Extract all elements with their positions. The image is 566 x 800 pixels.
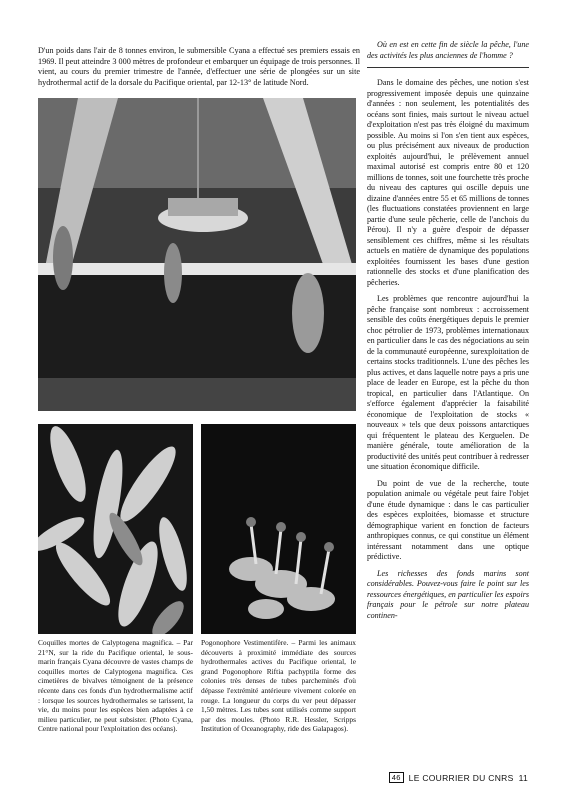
journal-name: LE COURRIER DU CNRS	[408, 772, 514, 783]
article-question: Les richesses des fonds marins sont considérables. Pouvez-vous faire le point sur les ressources énergétiques, en particulier les espoirs français pour le pétrole sur notre plateau continen-	[367, 568, 529, 620]
pogonophore-caption: Pogonophore Vestimentifère. – Parmi les animaux découverts à proximité immédiate des sources hydrothermales actives du Pacifique oriental, le grand Pogonophore Riftia pachyptila forme des colonies très denses de tubes parcheminés d'où dépasse l'extrémité antérieure vivement colorée en rouge. La longueur du corps du ver peut dépasser 1,50 mètres. Les tubes sont utilisés comme support par des moules. (Photo R.R. Hessler, Scripps Institution of Oceanography, ride des Galapagos).	[201, 638, 356, 734]
top-photo-caption: D'un poids dans l'air de 8 tonnes environ, le submersible Cyana a effectué ses premiers essais en 1969. Il peut atteindre 3 000 mètres de profondeur et embarquer un équipage de trois personnes. Il vient, au cours du premier trimestre de l'année, d'effectuer une série de plongées sur un site hydrothermal actif de la dorsale du Pacifique oriental, par 12-13° de latitude Nord.	[38, 46, 360, 87]
divider	[367, 67, 529, 68]
article-paragraph: Les problèmes que rencontre aujourd'hui la pêche française sont nombreux : accroissement sensible des coûts énergétiques depuis le premier choc pétrolier de 1973, problèmes internationaux en particulier dans le cas des négociations au sein de la communauté européenne, surexploitation de certains stocks traditionnels. L'une des pêches les plus actives, et dans laquelle notre pays a pris une place de leader en Europe, est la pêche du thon tropical, en particulier dans l'Atlantique. On s'efforce également d'apprécier la faisabilité économique de l'exploitation de stocks « nouveaux » tels que deux poissons antarctiques qui fréquentent le plateau des Kerguelen. De manière générale, toute amélioration de la productivité des unités peut contribuer à redresser une situation économique difficile.	[367, 294, 529, 471]
page-box: 46	[389, 772, 404, 783]
article-question: Où en est en cette fin de siècle la pêche, l'une des activités les plus anciennes de l'homme ?	[367, 40, 529, 60]
article-paragraph: Du point de vue de la recherche, toute population animale ou végétale peut faire l'objet d'une étude dynamique : dans le cas particulier des espèces exploitées, biomasse et structure démographique varient en fonction de facteurs anthropiques connus, ce qui constitue un élément intéressant notamment dans une optique prédictive.	[367, 478, 529, 561]
page-footer	[389, 772, 528, 783]
pogonophore-photo	[201, 424, 356, 634]
shells-caption: Coquilles mortes de Calyptogena magnifica. – Par 21°N, sur la ride du Pacifique oriental, le sous-marin français Cyana découvre de vastes champs de coquilles mortes de Calyptogena magnifica. Ces cimetières de bivalves témoignent de la présence récente dans ces fonds d'un hydrothermalisme actif : lorsque les sources hydrothermales se tarissent, la vie, du moins pour les espèces bien adaptées à ce milieu particulier, ne peut subsister. (Photo Cyana, Centre national pour l'exploitation des océans).	[38, 638, 193, 734]
page-number: 11	[518, 772, 528, 783]
article-column	[367, 40, 529, 627]
article-paragraph: Dans le domaine des pêches, une notion s'est progressivement imposée depuis une quinzaine d'années : non seulement, les potentialités des océans sont finies, mais surtout le niveau actuel d'exploitation n'est pas très éloigné du maximum possible. Au moins si l'on s'en tient aux espèces, ou plus précisément aux niveaux de production exploités aujourd'hui, le prélèvement annuel maximal autorisé est compris entre 80 et 120 millions de tonnes, soit une fourchette très proche du niveau des captures qui oscille depuis une dizaine d'années entre 55 et 65 millions de tonnes (les fluctuations constatées proviennent en large partie d'une seule pêcherie, celle de l'anchois du Pérou). Il n'y a guère d'espoir de dépasser sensiblement ces chiffres, même si les résultats actuels en matière de dynamique des populations exploitées fournissent les bases d'une gestion rationnelle des stocks et d'une planification des pêcheries.	[367, 78, 529, 287]
submersible-photo	[38, 98, 356, 411]
calyptogena-shells-photo	[38, 424, 193, 634]
